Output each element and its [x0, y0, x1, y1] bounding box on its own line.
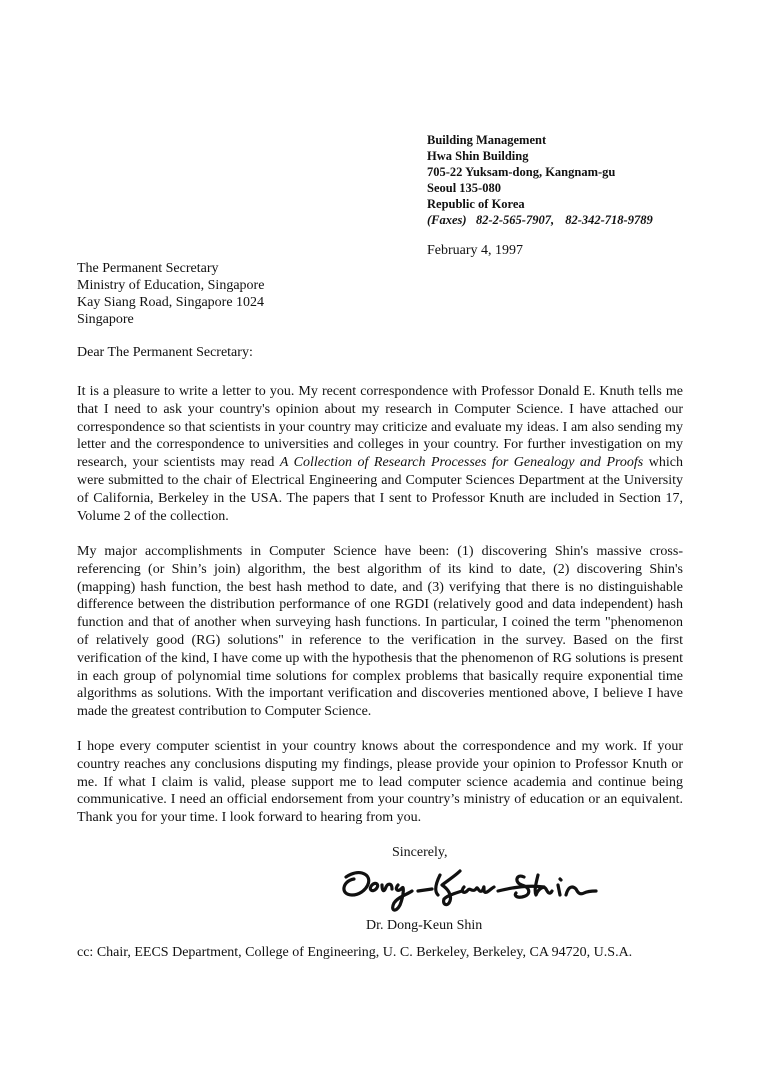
sender-line: 705-22 Yuksam-dong, Kangnam-gu	[427, 165, 616, 179]
body-paragraph: I hope every computer scientist in your country knows about the correspondence and my work. If your country reaches any conclusions disputing my findings, please provide your opinion to Professor Knuth or me. If what I claim is valid, please support me to lead computer science academia and continue being communicative. I need an official endorsement from your country’s ministry of education or an equivalent. Thank you for your time. I look forward to hearing from you.	[77, 739, 683, 826]
fax-label: (Faxes)	[427, 213, 467, 227]
sender-line: Building Management	[427, 133, 547, 147]
fax-number: 82-342-718-9789	[565, 213, 653, 227]
sender-line: Republic of Korea	[427, 197, 525, 211]
recipient-line: Singapore	[77, 312, 134, 327]
body-paragraph: My major accomplishments in Computer Science have been: (1) discovering Shin's massive cross-referencing (or Shin’s join) algorithm, the best algorithm of its kind to date, (2) discovering Shin's (mapping) hash function, the best hash method to date, and (3) verifying that there is no distinguishable difference between the distribution performance of one RGDI (relatively good and data independent) hash function and that of another when surveying hash functions. In particular, I coined the term "phenomenon of relatively good (RG) solutions" in reference to the verification in the survey. Based on the first verification of the kind, I have come up with the hypothesis that the phenomenon of RG solutions is present in each group of polynomial time solutions for complex problems that basically require exponential time algorithms as solutions. With the important verification and discoveries mentioned above, I believe I have made the greatest contribution to Computer Science.	[77, 544, 683, 720]
closing: Sincerely,	[392, 845, 448, 860]
paragraph-text: It is a pleasure to write a letter to you. My recent correspondence with Professor Donald E. Knuth tells me that I need to ask your country's opinion about my research in Computer Science. I have attached our correspondence so that scientists in your country may criticize and evaluate my ideas. I am also sending my letter and the correspondence to universities and colleges in your country. For further investigation on my research, your scientists may read	[77, 384, 683, 471]
recipient-address-block	[77, 260, 264, 328]
fax-number: 82-2-565-7907,	[475, 213, 555, 227]
recipient-line: The Permanent Secretary	[77, 261, 219, 276]
sender-line: Hwa Shin Building	[427, 149, 529, 163]
signature-drawing	[338, 855, 598, 917]
recipient-line: Kay Siang Road, Singapore 1024	[77, 295, 265, 310]
paragraph-text: which were submitted to the chair of Electrical Engineering and Computer Sciences Department at the University of California, Berkeley in the USA. The papers that I sent to Professor Knuth are included in Section 17, Volume 2 of the collection.	[77, 455, 683, 524]
sender-address-block	[427, 132, 653, 228]
salutation: Dear The Permanent Secretary:	[77, 345, 253, 360]
handwritten-signature	[338, 855, 598, 922]
cc-line: cc: Chair, EECS Department, College of Engineering, U. C. Berkeley, Berkeley, CA 94720, U.S.A.	[77, 945, 633, 960]
body-paragraph	[77, 383, 683, 525]
sender-line: Seoul 135-080	[427, 181, 501, 195]
recipient-line: Ministry of Education, Singapore	[77, 278, 265, 293]
letter-date: February 4, 1997	[427, 243, 524, 258]
cited-book-title: A Collection of Research Processes for Genealogy and Proofs	[279, 455, 644, 471]
sender-fax-line	[427, 212, 653, 228]
signer-name: Dr. Dong-Keun Shin	[366, 918, 483, 933]
